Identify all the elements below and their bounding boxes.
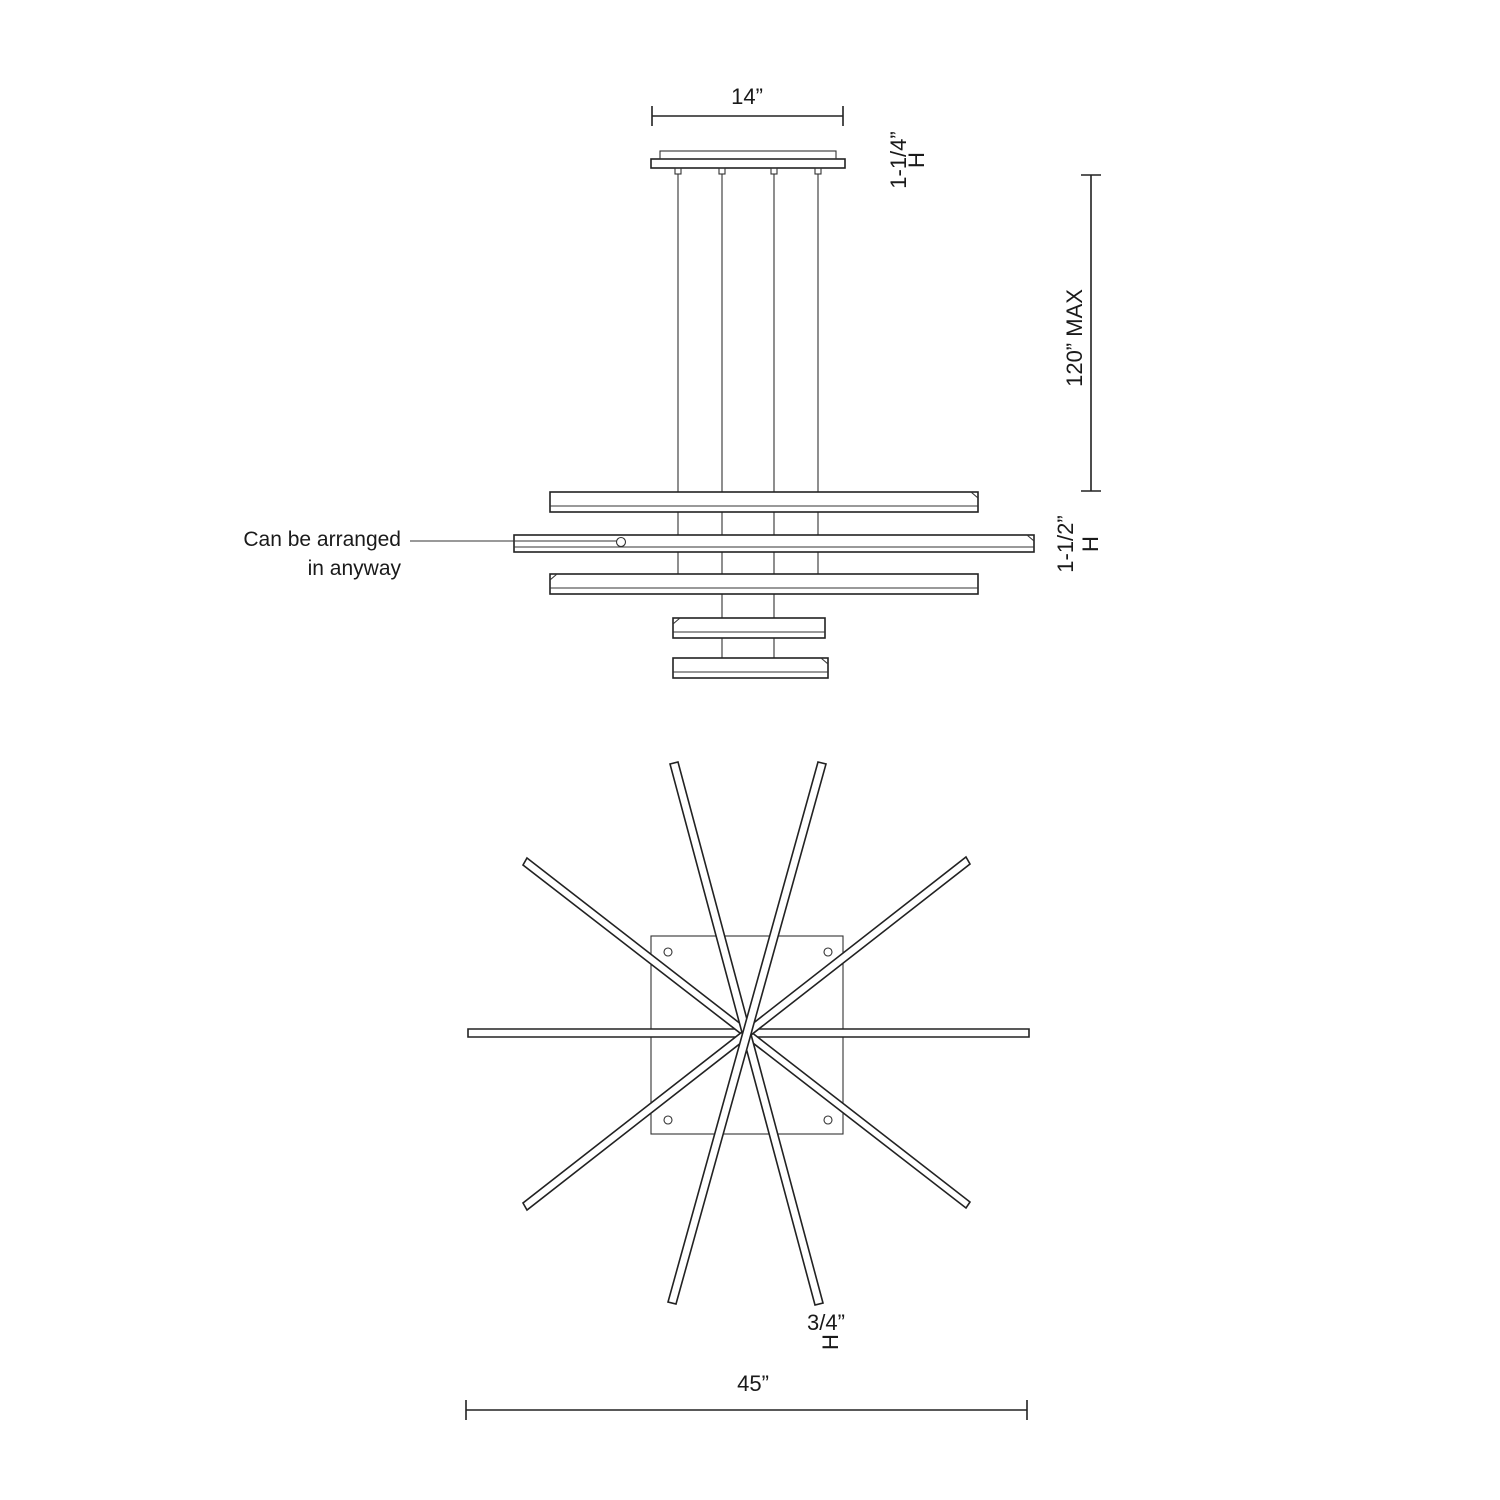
canopy xyxy=(651,151,845,174)
canopy-height-dimension xyxy=(886,131,929,188)
light-bar xyxy=(550,492,978,512)
bar-height-suffix: H xyxy=(1078,536,1103,552)
light-bar xyxy=(514,535,1034,552)
bar-height-dimension xyxy=(1053,515,1103,572)
bar-height-label: 1-1/2” xyxy=(1053,515,1078,573)
canopy-width-label: 14” xyxy=(731,84,763,109)
radiating-bars xyxy=(468,762,1029,1305)
bar-thickness-suffix: H xyxy=(818,1334,843,1350)
bar-thickness-dimension xyxy=(807,1310,845,1350)
light-bar xyxy=(673,658,828,678)
callout-line-2: in anyway xyxy=(307,557,401,580)
light-bar xyxy=(673,618,825,638)
max-drop-dimension xyxy=(1062,175,1101,491)
callout-line-1: Can be arranged xyxy=(243,528,401,551)
plan-view xyxy=(466,762,1029,1420)
overall-width-label: 45” xyxy=(737,1371,769,1396)
canopy-height-suffix: H xyxy=(904,152,929,168)
light-bar xyxy=(550,574,978,594)
side-elevation xyxy=(243,84,1103,678)
canopy-width-dimension xyxy=(652,84,843,126)
overall-width-dimension xyxy=(466,1371,1027,1420)
bar-thickness-label: 3/4” xyxy=(807,1310,845,1335)
max-drop-label: 120” MAX xyxy=(1062,289,1087,387)
canopy-height-label: 1-1/4” xyxy=(886,131,911,189)
